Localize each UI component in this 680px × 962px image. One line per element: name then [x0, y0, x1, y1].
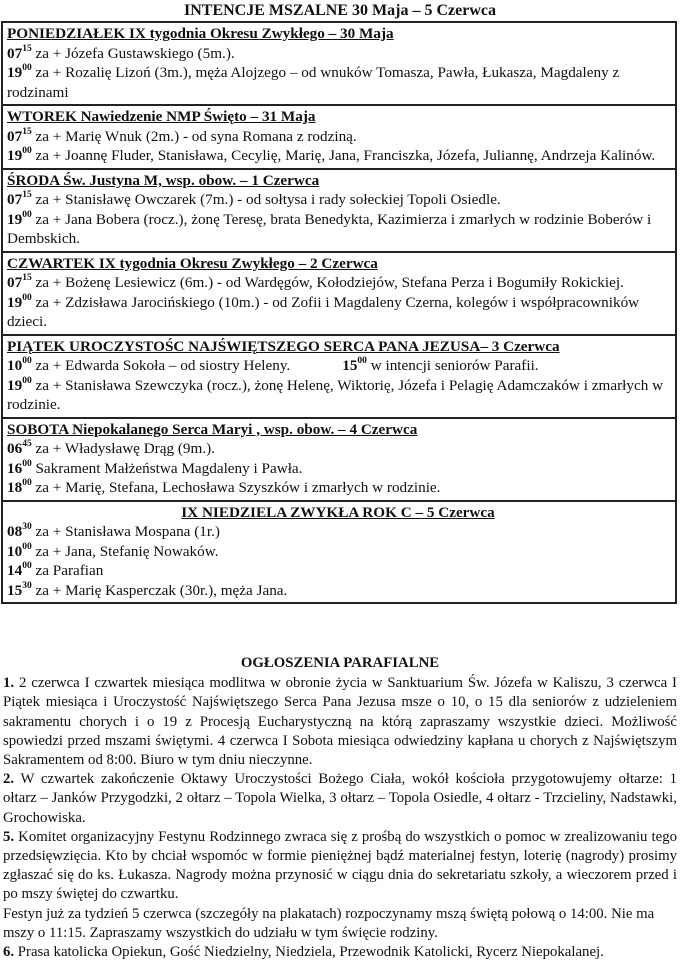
mass-time: $08^{30}$ — [7, 522, 32, 540]
mass-entry — [7, 210, 669, 249]
day-box-sunday — [1, 500, 677, 605]
mass-time: $19^{00}$ — [7, 63, 32, 81]
mass-intention: za + Marię, Stefana, Lechosława Szyszków i zmarłych w rodzinie. — [31, 479, 441, 496]
mass-entry — [7, 273, 669, 293]
mass-time: $15^{30}$ — [7, 580, 32, 599]
mass-time: $19^{00}$ — [7, 146, 32, 164]
mass-time: $07^{15}$ — [7, 273, 32, 291]
mass-time: $19^{00}$ — [7, 375, 32, 394]
mass-entry — [7, 190, 669, 210]
mass-time: $07^{15}$ — [7, 43, 32, 62]
mass-entry — [7, 581, 669, 601]
day-box-wednesday — [1, 168, 677, 253]
day-box-thursday — [1, 251, 677, 336]
mass-entry — [7, 459, 669, 479]
mass-intention: za + Józefa Gustawskiego (5m.). — [31, 44, 235, 62]
mass-intention: za + Władysławę Drąg (9m.). — [31, 440, 215, 457]
mass-entry — [7, 561, 669, 581]
mass-time: $15^{00}$ — [342, 356, 367, 374]
mass-intention: Sakrament Małżeństwa Magdaleny i Pawła. — [31, 459, 303, 477]
day-box-saturday — [1, 417, 677, 502]
announcement-text: Festyn już za tydzień 5 czerwca (szczegóły na plakatach) rozpoczynamy mszą świętą połową o 14:00. Nie ma mszy o 11:15. Zapraszamy wszystkich do udziału w tym święcie rodziny. — [3, 905, 655, 941]
mass-time: $07^{15}$ — [7, 126, 32, 145]
announcements-section — [3, 654, 677, 962]
mass-intention: za + Jana Bobera (rocz.), żonę Teresę, brata Benedykta, Kazimierza i zmarłych w rodzinie Boberów i Dembskich. — [7, 210, 652, 247]
mass-intentions-list — [1, 21, 677, 604]
mass-entry — [7, 439, 669, 459]
announcement-text: Prasa katolicka Opiekun, Gość Niedzielny, Niedziela, Przewodnik Katolicki, Rycerz Niepokalanej. — [14, 944, 604, 961]
day-header: SOBOTA Niepokalanego Serca Maryi , wsp. obow. – 4 Czerwca — [7, 420, 418, 438]
mass-intention: za + Stanisława Mospana (1r.) — [31, 523, 220, 540]
announcement-item — [3, 674, 677, 770]
day-header: PONIEDZIAŁEK IX tygodnia Okresu Zwykłego – 30 Maja — [7, 25, 394, 42]
mass-intention: za + Marię Wnuk (2m.) - od syna Romana z rodziną. — [31, 127, 357, 145]
mass-intention: w intencji seniorów Parafii. — [366, 357, 539, 374]
mass-intention: za Parafian — [31, 562, 104, 579]
mass-time: $07^{15}$ — [7, 190, 32, 208]
day-box-friday — [1, 334, 677, 419]
mass-intention: za + Jana, Stefanię Nowaków. — [31, 542, 219, 560]
day-header: WTOREK Nawiedzenie NMP Święto – 31 Maja — [7, 108, 316, 125]
mass-intention: za + Zdzisława Jarocińskiego (10m.) - od Zofii i Magdaleny Czerna, kolegów i współpracowników dzieci. — [7, 293, 640, 330]
mass-intention: za + Bożenę Lesiewicz (6m.) - od Wardęgów, Kołodziejów, Stefana Perza i Bogumiły Rokickiej. — [31, 274, 624, 291]
mass-intention: za + Rozalię Lizoń (3m.), męża Alojzego – od wnuków Tomasza, Pawła, Łukasza, Magdaleny z rodzinami — [7, 64, 620, 101]
mass-intention: za + Marię Kasperczak (30r.), męża Jana. — [31, 581, 288, 599]
mass-time: $19^{00}$ — [7, 209, 32, 228]
announcement-text: 2 czerwca I czwartek miesiąca modlitwa w obronie życia w Sanktuarium Św. Józefa w Kaliszu, 3 czerwca I Piątek miesiąca i Uroczystość Najświętszego Serca Pana Jezusa msze o 10, o 15 dla seniorów z udzieleniem sakramentu chorych i o 19 z Procesją Eucharystyczną na którą zapraszamy wszystkie dzieci. Możliwość spowiedzi przed mszami świętymi. 4 czerwca I Sobota miesiąca odwiedziny kapłana u chorych z Najświętszym Sakramentem od 8:00. Biuro w tym dniu nieczynne. — [3, 675, 677, 769]
announcement-text: W czwartek zakończenie Oktawy Uroczystości Bożego Ciała, wokół kościoła przygotowujemy ołtarze: 1 ołtarz – Janków Przygodzki, 2 ołtarz – Topola Wielka, 3 ołtarz – Topola Osiedle, 4 ołtarz - Trzcieliny, Nadstawki, Grochowiska. — [3, 771, 677, 826]
day-box-monday — [1, 21, 677, 106]
mass-time: $10^{00}$ — [7, 356, 32, 374]
announcement-number: 1. — [3, 675, 15, 692]
mass-entry — [7, 478, 669, 498]
mass-time: $14^{00}$ — [7, 561, 32, 579]
mass-entry — [7, 293, 669, 332]
mass-entry — [7, 63, 669, 102]
mass-entry — [7, 522, 669, 542]
mass-entry — [7, 127, 669, 147]
mass-entry — [7, 542, 669, 562]
mass-intention: za + Joannę Fluder, Stanisława, Cecylię, Marię, Jana, Franciszka, Józefa, Juliannę, Andrzeja Kalinów. — [31, 147, 656, 164]
announcement-text: Komitet organizacyjny Festynu Rodzinnego zwraca się z prośbą do wszystkich o pomoc w zrealizowaniu tego przedsięwzięcia. Kto by chciał wspomóc w formie pieniężnej bądź materialnej festyn, loterię (nagrody) prosimy zgłaszać się do ks. Łukasza. Nagrody można przynosić w ciągu dnia do sekretariatu szkoły, a wieczorem przed i po mszy świętej do czwartku. — [3, 828, 677, 903]
announcement-number: 6. — [3, 944, 15, 961]
announcement-item — [3, 943, 677, 962]
announcement-number: 5. — [3, 828, 15, 845]
mass-entry — [7, 376, 669, 415]
announcement-item — [3, 770, 677, 828]
announcement-item — [3, 828, 677, 905]
mass-intention: za + Edwarda Sokoła – od siostry Heleny. — [31, 357, 291, 374]
mass-time: $10^{00}$ — [7, 541, 32, 560]
mass-time: $06^{45}$ — [7, 439, 32, 457]
mass-entry — [7, 44, 669, 64]
mass-time: $19^{00}$ — [7, 292, 32, 311]
announcement-item — [3, 905, 677, 943]
mass-entry — [7, 356, 669, 376]
announcements-title: OGŁOSZENIA PARAFIALNE — [240, 655, 440, 671]
mass-intention: za + Stanisławę Owczarek (7m.) - od sołtysa i rady sołeckiej Topoli Osiedle. — [31, 191, 501, 208]
page-title: INTENCJE MSZALNE 30 Maja – 5 Czerwca — [184, 2, 496, 19]
announcement-number: 2. — [3, 771, 15, 788]
day-box-tuesday — [1, 104, 677, 170]
day-header: PIĄTEK UROCZYSTOŚC NAJŚWIĘTSZEGO SERCA PANA JEZUSA– 3 Czerwca — [7, 337, 560, 355]
day-header: IX NIEDZIELA ZWYKŁA ROK C – 5 Czerwca — [181, 503, 495, 521]
mass-time: $16^{00}$ — [7, 458, 32, 477]
day-header: ŚRODA Św. Justyna M, wsp. obow. – 1 Czerwca — [7, 171, 320, 189]
mass-intention: za + Stanisława Szewczyka (rocz.), żonę Helenę, Wiktorię, Józefa i Pelagię Adamczaków i zmarłych w rodzinie. — [7, 376, 664, 413]
day-header: CZWARTEK IX tygodnia Okresu Zwykłego – 2 Czerwca — [7, 254, 378, 272]
mass-time: $18^{00}$ — [7, 478, 32, 496]
mass-entry — [7, 146, 669, 166]
